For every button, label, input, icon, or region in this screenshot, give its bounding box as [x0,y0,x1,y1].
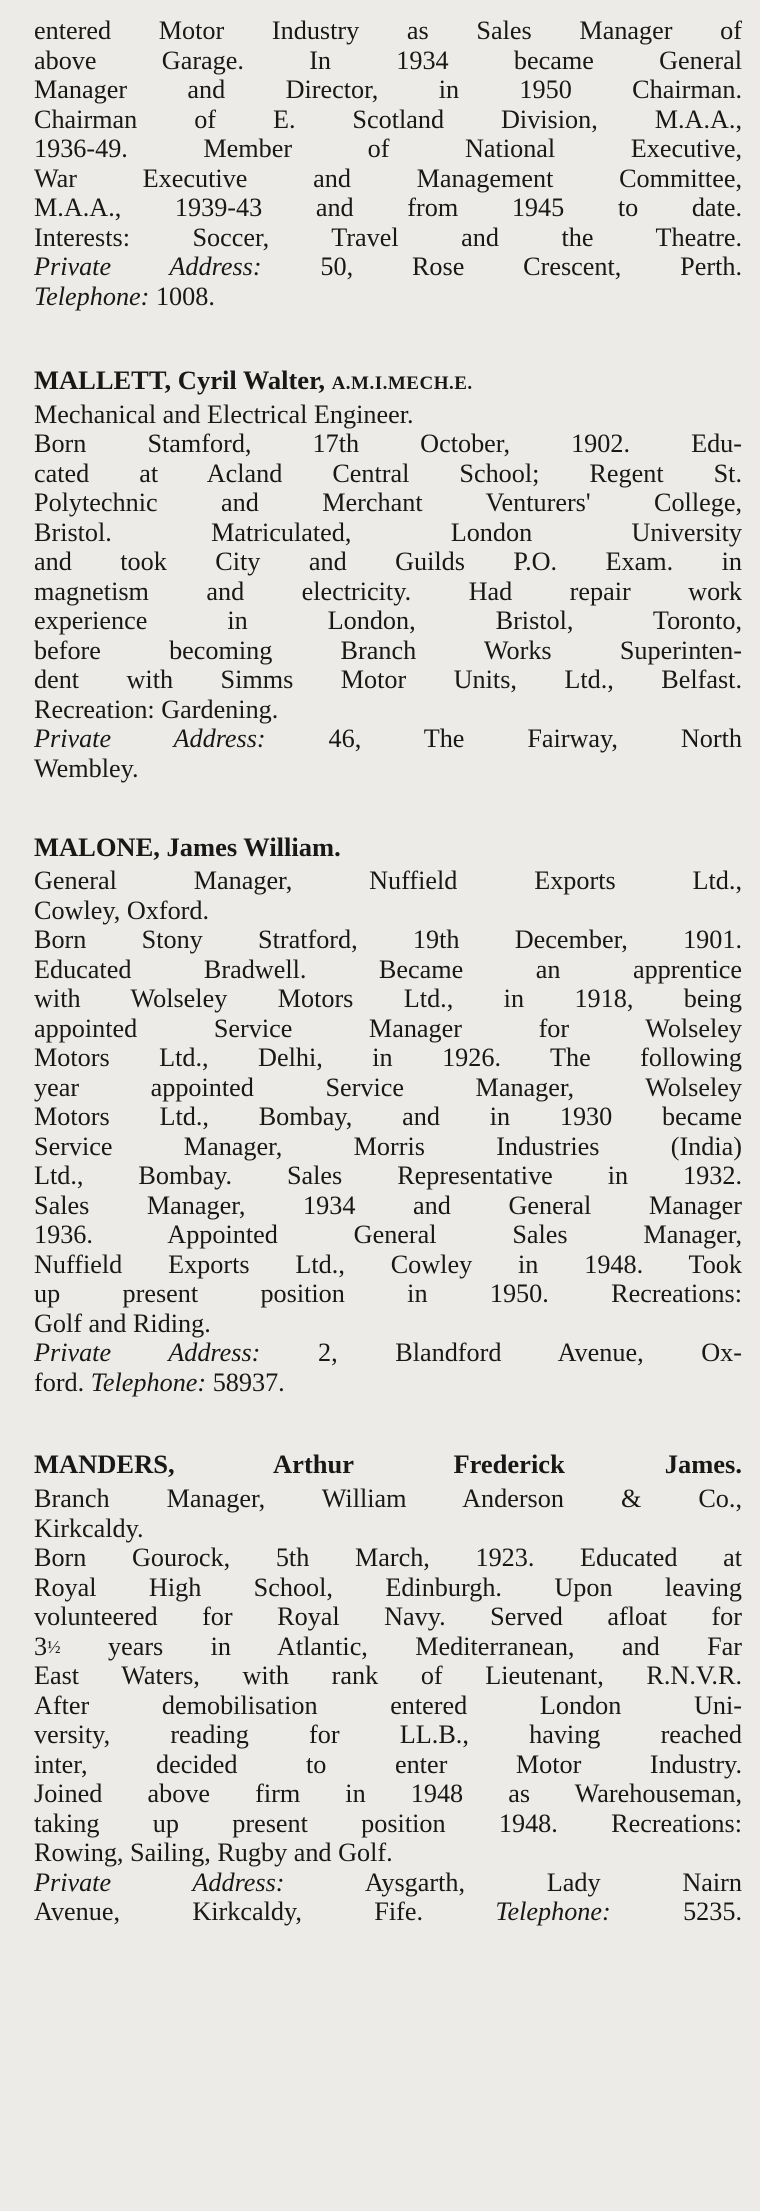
entry-3-line-12: Rowing, Sailing, Rugby and Golf. [34,1838,393,1867]
entry-1-line-7: experience in London, Bristol, Toronto, [34,606,742,635]
entry-3-line-5: 3½ years in Atlantic, Mediterranean, and Far [34,1631,742,1661]
entry-0-line-3: Chairman of E. Scotland Division, M.A.A., [34,104,742,134]
entry-name: MANDERS, Arthur Frederick James. [34,1450,742,1479]
entry-0-line-8: Private Address: 50, Rose Crescent, Perth. [34,252,742,282]
entry-2-line-15: Golf and Riding. [34,1308,211,1338]
entry-2-line-2: Born Stony Stratford, 19th December, 1901. [34,925,742,954]
entry-name: MALLETT, Cyril Walter, [34,366,326,395]
entry-heading [34,366,742,399]
entry-3-line-8: versity, reading for LL.B., having reached [34,1720,742,1749]
private-address-label: Private Address: [34,1338,261,1367]
entry-heading [34,1450,742,1480]
entry-3-line-10: Joined above firm in 1948 as Warehouseman, [34,1779,742,1808]
entry-qualification: A.M.I.MECH.E. [331,373,473,394]
entry-3-line-9: inter, decided to enter Motor Industry. [34,1749,742,1779]
entry-3-line-6: East Waters, with rank of Lieutenant, R.N.V.R. [34,1661,742,1690]
entry-1-line-10: Recreation: Gardening. [34,694,279,724]
entry-3-line-7: After demobilisation entered London Uni- [34,1690,742,1720]
entry-heading [34,833,742,863]
entry-0-line-6: M.A.A., 1939-43 and from 1945 to date. [34,193,742,223]
entry-0-line-2: Manager and Director, in 1950 Chairman. [34,75,742,105]
entry-2-line-12: 1936. Appointed General Sales Manager, [34,1220,742,1249]
entry-2-line-9: Service Manager, Morris Industries (India) [34,1131,742,1161]
entry-2-line-6: Motors Ltd., Delhi, in 1926. The following [34,1043,742,1072]
entry-2-line-13: Nuffield Exports Ltd., Cowley in 1948. Took [34,1249,742,1279]
entry-3-line-2: Born Gourock, 5th March, 1923. Educated at [34,1543,742,1572]
entry-name: MALONE, James William. [34,833,341,862]
telephone-label: Telephone: [495,1897,611,1926]
entry-1-line-8: before becoming Branch Works Superinten- [34,635,742,665]
entry-1-line-12: Wembley. [34,753,139,783]
entry-2-line-14: up present position in 1950. Recreations: [34,1279,742,1308]
entry-3-line-1: Kirkcaldy. [34,1513,144,1543]
entry-2-line-1: Cowley, Oxford. [34,895,210,925]
private-address-label: Private Address: [34,252,262,282]
entry-2-line-8: Motors Ltd., Bombay, and in 1930 became [34,1102,742,1131]
entry-2-line-16: Private Address: 2, Blandford Avenue, Ox- [34,1338,742,1367]
entry-3-line-13: Private Address: Aysgarth, Lady Nairn [34,1867,742,1897]
fraction-half: ½ [47,1636,61,1657]
entry-3-line-11: taking up present position 1948. Recreations: [34,1808,742,1838]
entry-1-line-2: cated at Acland Central School; Regent St. [34,458,742,488]
entry-2-line-4: with Wolseley Motors Ltd., in 1918, being [34,984,742,1013]
entry-1-line-6: magnetism and electricity. Had repair work [34,576,742,606]
entry-1-line-1: Born Stamford, 17th October, 1902. Edu- [34,429,742,458]
telephone-label: Telephone: [34,282,150,311]
entry-0-line-1: above Garage. In 1934 became General [34,45,742,75]
entry-0-line-0: entered Motor Industry as Sales Manager of [34,16,742,45]
entry-0-line-4: 1936-49. Member of National Executive, [34,134,742,164]
entry-1-line-3: Polytechnic and Merchant Venturers' College, [34,488,742,517]
entry-2-line-7: year appointed Service Manager, Wolseley [34,1072,742,1102]
entry-3-line-4: volunteered for Royal Navy. Served afloat for [34,1602,742,1631]
entry-2-line-17: ford. Telephone: 58937. [34,1367,285,1397]
telephone-label: Telephone: [90,1367,207,1397]
entry-0-line-7: Interests: Soccer, Travel and the Theatre. [34,222,742,252]
entry-2-line-3: Educated Bradwell. Became an apprentice [34,954,742,984]
entry-0-line-9: Telephone: 1008. [34,282,215,311]
private-address-label: Private Address: [34,724,266,753]
entry-3-line-0: Branch Manager, William Anderson & Co., [34,1484,742,1513]
entry-1-line-4: Bristol. Matriculated, London University [34,517,742,547]
entry-1-line-5: and took City and Guilds P.O. Exam. in [34,547,742,576]
entry-0-line-5: War Executive and Management Committee, [34,163,742,193]
entry-1-line-11: Private Address: 46, The Fairway, North [34,724,742,753]
entry-2-line-0: General Manager, Nuffield Exports Ltd., [34,866,742,895]
entry-2-line-5: appointed Service Manager for Wolseley [34,1013,742,1043]
entry-1-line-9: dent with Simms Motor Units, Ltd., Belfast. [34,665,742,694]
entry-1-line-0: Mechanical and Electrical Engineer. [34,399,414,429]
entry-3-line-3: Royal High School, Edinburgh. Upon leaving [34,1572,742,1602]
private-address-label: Private Address: [34,1867,285,1897]
entry-2-line-11: Sales Manager, 1934 and General Manager [34,1190,742,1220]
entry-3-line-14: Avenue, Kirkcaldy, Fife. Telephone: 5235. [34,1897,742,1926]
entry-2-line-10: Ltd., Bombay. Sales Representative in 1932. [34,1161,742,1190]
